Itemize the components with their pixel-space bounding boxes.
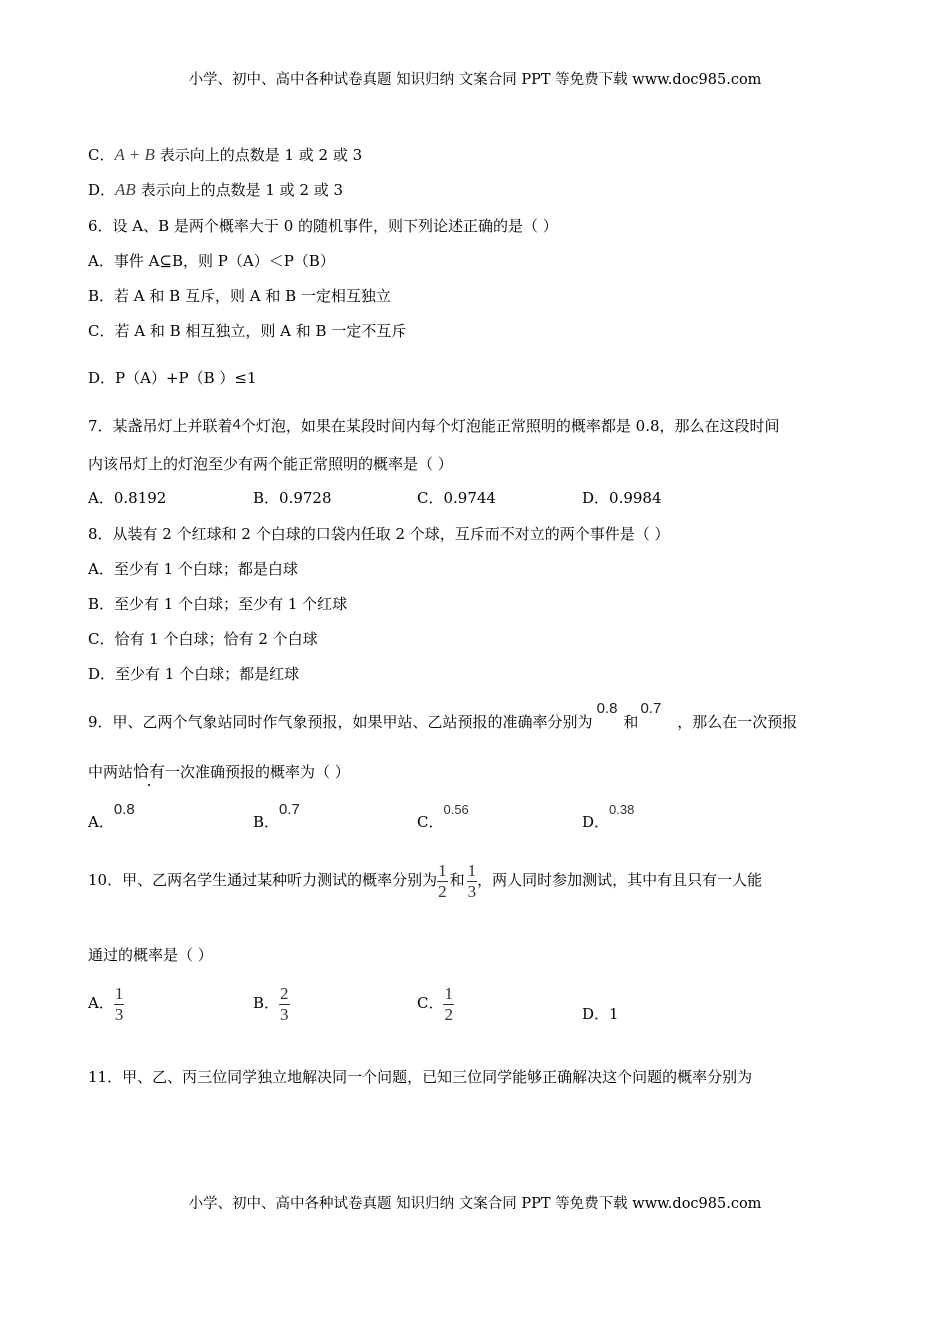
q10-c-label: C． — [417, 994, 444, 1012]
q9-option-b — [253, 801, 300, 833]
q7-option-c: C．0.9744 — [417, 489, 496, 507]
q10-stem-1a: 10．甲、乙两名学生通过某种听力测试的概率分别为 — [88, 871, 438, 889]
q7-stem-line2: 内该吊灯上的灯泡至少有两个能正常照明的概率是（ ） — [88, 455, 453, 473]
q8-stem: 8．从装有 2 个红球和 2 个白球的口袋内任取 2 个球，互斥而不对立的两个事件是（ ） — [88, 525, 670, 543]
q6-stem: 6．设 A、B 是两个概率大于 0 的随机事件，则下列论述正确的是（ ） — [88, 217, 558, 235]
q10-b-numerator: 2 — [280, 983, 289, 1003]
q8-option-a: A．至少有 1 个白球；都是白球 — [88, 560, 298, 578]
q10-fraction-2 — [467, 862, 478, 901]
page-header: 小学、初中、高中各种试卷真题 知识归纳 文案合同 PPT 等免费下载 www.doc985.com — [188, 72, 762, 88]
q9-b-label: B． — [253, 813, 280, 831]
q7-bulb-count: 4 — [232, 416, 241, 433]
q9-p1: 0.8 — [596, 700, 618, 717]
q9-b-value: 0.7 — [279, 801, 300, 818]
q9-stem-1b: ，那么在一次预报 — [677, 713, 798, 731]
q7-option-a: A．0.8192 — [88, 489, 167, 507]
q10-f2-denominator: 3 — [467, 881, 477, 901]
q10-option-c — [417, 983, 454, 1024]
q5-d-math: AB — [115, 180, 136, 199]
page-footer: 小学、初中、高中各种试卷真题 知识归纳 文案合同 PPT 等免费下载 www.doc985.com — [188, 1196, 762, 1212]
q5-c-label: C． — [88, 146, 115, 164]
q9-stem-2b: 一次准确预报的概率为（ ） — [165, 763, 350, 781]
q5-c-math: A + B — [114, 145, 155, 164]
q7-option-b: B．0.9728 — [253, 489, 332, 507]
q10-f1-denominator: 2 — [438, 881, 447, 901]
q10-option-d: D．1 — [582, 1005, 619, 1023]
q9-p2: 0.7 — [640, 700, 662, 717]
q9-d-value: 0.38 — [609, 802, 635, 817]
q10-a-denominator: 3 — [114, 1004, 124, 1024]
q10-stem-line2: 通过的概率是（ ） — [88, 946, 213, 964]
q10-a-fraction — [114, 985, 125, 1024]
q10-b-label: B． — [253, 994, 280, 1012]
q10-and: 和 — [449, 871, 465, 889]
q9-c-value: 0.56 — [443, 802, 469, 817]
q8-option-b: B．至少有 1 个白球；至少有 1 个红球 — [88, 595, 348, 613]
q9-emphasis-text: 恰有 — [133, 762, 166, 781]
q10-option-a — [88, 983, 124, 1024]
q9-option-a — [88, 801, 135, 833]
q5-option-c — [88, 145, 362, 165]
q6-option-d: D．P（A）+P（B ）≤1 — [88, 369, 257, 387]
q10-b-fraction — [279, 985, 290, 1024]
q7-option-d: D．0.9984 — [582, 489, 662, 507]
q10-b-denominator: 3 — [280, 1004, 289, 1024]
q9-and: 和 — [623, 713, 639, 731]
q7-stem-line1 — [88, 416, 780, 437]
q5-c-text: 表示向上的点数是 1 或 2 或 3 — [159, 146, 363, 164]
q9-c-label: C． — [417, 813, 444, 831]
q5-d-text: 表示向上的点数是 1 或 2 或 3 — [140, 181, 344, 199]
q9-stem-1a: 9．甲、乙两个气象站同时作气象预报，如果甲站、乙站预报的准确率分别为 — [88, 713, 593, 731]
q7-stem-1b: 个灯泡，如果在某段时间内每个灯泡能正常照明的概率都是 0.8，那么在这段时间 — [240, 417, 780, 435]
q5-option-d — [88, 180, 343, 200]
q10-option-b — [253, 983, 290, 1024]
q9-a-value: 0.8 — [113, 801, 135, 818]
q10-a-numerator: 1 — [114, 983, 124, 1003]
q9-d-label: D． — [582, 813, 610, 831]
q10-stem-1b: ，两人同时参加测试，其中有且只有一人能 — [477, 871, 763, 889]
q9-stem-line1 — [88, 700, 798, 733]
q9-option-c — [417, 802, 469, 833]
q10-c-numerator: 1 — [444, 983, 453, 1003]
q6-option-b: B．若 A 和 B 互斥，则 A 和 B 一定相互独立 — [88, 287, 391, 305]
q6-option-a: A．事件 A⊆B，则 P（A）＜P（B） — [88, 252, 335, 270]
q10-f1-numerator: 1 — [438, 860, 447, 880]
q10-a-label: A． — [88, 994, 114, 1012]
q11-stem: 11．甲、乙、丙三位同学独立地解决同一个问题，已知三位同学能够正确解决这个问题的概率分别为 — [88, 1068, 753, 1086]
q10-c-fraction — [443, 985, 454, 1024]
q9-stem-2a: 中两站 — [88, 763, 134, 781]
q10-f2-numerator: 1 — [467, 860, 477, 880]
q9-a-label: A． — [88, 813, 114, 831]
q10-c-denominator: 2 — [444, 1004, 453, 1024]
q8-option-c: C．恰有 1 个白球；恰有 2 个白球 — [88, 630, 318, 648]
q9-option-d — [582, 802, 635, 833]
q9-stem-line2 — [88, 762, 350, 782]
q7-stem-1a: 7．某盏吊灯上并联着 — [88, 417, 233, 435]
q10-fraction-1 — [437, 862, 448, 901]
q8-option-d: D．至少有 1 个白球；都是红球 — [88, 665, 300, 683]
q6-option-c: C．若 A 和 B 相互独立，则 A 和 B 一定不互斥 — [88, 322, 407, 340]
q10-stem-line1 — [88, 860, 762, 901]
q5-d-label: D． — [88, 181, 116, 199]
